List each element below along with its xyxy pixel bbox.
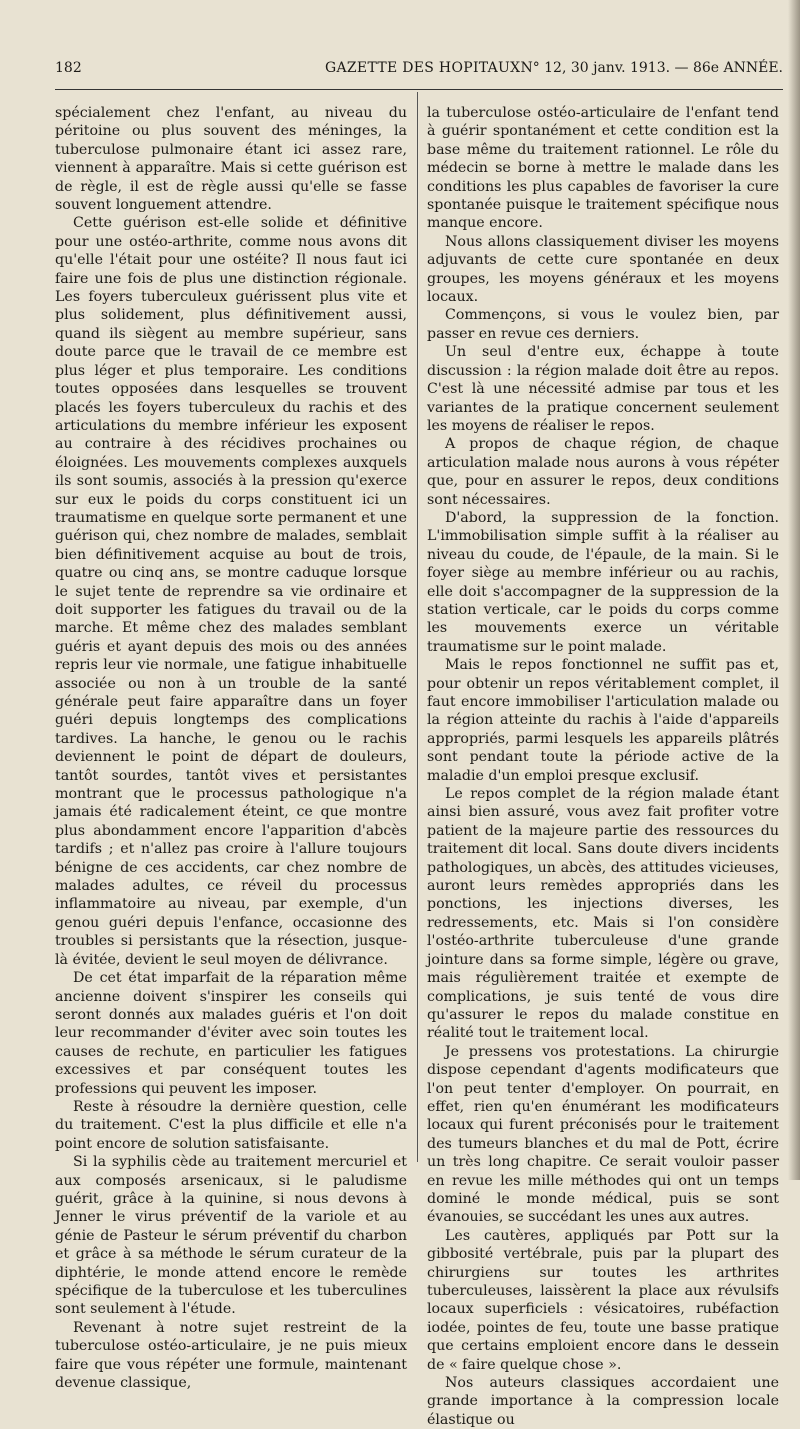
paragraph: Je pressens vos protestations. La chirurgie dispose cependant d'agents modificateurs que l'on peut tenter d'employer. On pourrait, en effet, rien qu'en énumérant les modificateurs locaux qui furent préconisés pour le traitement des tumeurs blanches et du mal de Pott, écrire un très long chapitre. Ce serait vouloir passer en revue les mille méthodes qui ont un temps dominé le monde médical, puis se sont évanouies, se succédant les unes aux autres. [427,1043,779,1226]
column-divider [417,92,418,1162]
journal-title: GAZETTE DES HOPITAUX [325,60,521,76]
paragraph: Un seul d'entre eux, échappe à toute discussion : la région malade doit être au repos. C'est là une nécessité admise par tous et les variantes de la pratique concernent seulement les moyens de réaliser le repos. [427,344,779,434]
page-edge-shadow [788,0,800,1180]
paragraph: Revenant à notre sujet restreint de la tuberculose ostéo-articulaire, je ne puis mieux faire que vous répéter une formule, maintenant devenue classique, [55,1319,407,1392]
paragraph: D'abord, la suppression de la fonction. L'immobilisation simple suffit à la réaliser au niveau du coude, de l'épaule, de la main. Si le foyer siège au membre inférieur ou au rachis, elle doit s'accompagner de la suppression de la station verticale, car le poids du corps comme les mouvements exerce un véritable traumatisme sur le point malade. [427,509,779,655]
paragraph: Nous allons classiquement diviser les moyens adjuvants de cette cure spontanée en deux groupes, les moyens généraux et les moyens locaux. [427,233,779,306]
paragraph: Les cautères, appliqués par Pott sur la gibbosité vertébrale, puis par la plupart des chirurgiens sur toutes les arthrites tuberculeuses, laissèrent la place aux révulsifs locaux superficiels : vésicatoires, rubéfaction iodée, pointes de feu, toute une basse pratique que certains emploient encore dans le dessein de « faire quelque chose ». [427,1227,779,1373]
page-number: 182 [55,60,82,76]
right-column [427,104,779,1429]
left-column [55,104,407,1392]
paragraph: spécialement chez l'enfant, au niveau du péritoine ou plus souvent des méninges, la tuberculose pulmonaire étant ici assez rare, viennent à apparaître. Mais si cette guérison est de règle, il est de règle aussi qu'elle se fasse souvent longuement attendre. [55,105,407,214]
paragraph: Le repos complet de la région malade étant ainsi bien assuré, vous avez fait profiter votre patient de la majeure partie des ressources du traitement dit local. Sans doute divers incidents pathologiques, un abcès, des attitudes vicieuses, auront leurs remèdes appropriés dans les ponctions, les injections diverses, les redressements, etc. Mais si l'on considère l'ostéo-arthrite tuberculeuse d'une grande jointure dans sa forme simple, légère ou grave, mais régulièrement traitée et exempte de complications, je suis tenté de vous dire qu'assurer le repos du malade constitue en réalité tout le traitement local. [427,786,779,1042]
paragraph: Commençons, si vous le voulez bien, par passer en revue ces derniers. [427,307,779,342]
paragraph: De cet état imparfait de la réparation même ancienne doivent s'inspirer les conseils qui seront donnés aux malades guéris et l'on doit leur recommander d'éviter avec soin toutes les causes de rechute, en particulier les fatigues excessives et par conséquent toutes les professions qui peuvent les imposer. [55,970,407,1097]
paragraph: Mais le repos fonctionnel ne suffit pas et, pour obtenir un repos véritablement complet, il faut encore immobiliser l'articulation malade ou la région atteinte du rachis à l'aide d'appareils appropriés, parmi lesquels les appareils plâtrés sont pendant toute la période active de la maladie d'un emploi presque exclusif. [427,657,779,784]
paragraph: Si la syphilis cède au traitement mercuriel et aux composés arsenicaux, si le paludisme guérit, grâce à la quinine, si nous devons à Jenner le virus préventif de la variole et au génie de Pasteur le sérum préventif du charbon et grâce à sa méthode le sérum curateur de la diphtérie, le monde attend encore le remède spécifique de la tuberculose et les tuberculines sont seulement à l'étude. [55,1154,407,1318]
issue-info: N° 12, 30 janv. 1913. — 86e ANNÉE. [520,60,783,76]
paragraph: A propos de chaque région, de chaque articulation malade nous aurons à vous répéter que, pour en assurer le repos, deux conditions sont nécessaires. [427,436,779,508]
paragraph: Nos auteurs classiques accordaient une grande importance à la compression locale élastique ou [427,1375,779,1428]
header-rule [55,89,783,90]
paragraph: Cette guérison est-elle solide et définitive pour une ostéo-arthrite, comme nous avons dit qu'elle l'était pour une ostéite? Il nous faut ici faire une fois de plus une distinction régionale. Les foyers tuberculeux guérissent plus vite et plus solidement, plus définitivement aussi, quand ils siègent au membre supérieur, sans doute parce que le travail de ce membre est plus léger et plus temporaire. Les conditions toutes opposées dans lesquelles se trouvent placés les foyers tuberculeux du rachis et des articulations du membre inférieur les exposent au contraire à des récidives prochaines ou éloignées. Les mouvements complexes auxquels ils sont soumis, associés à la pression qu'exerce sur eux le poids du corps constituent ici un traumatisme en quelque sorte permanent et une guérison qui, chez nombre de malades, semblait bien définitivement acquise au bout de trois, quatre ou cinq ans, se montre caduque lorsque le sujet tente de reprendre sa vie ordinaire et doit supporter les fatigues du travail ou de la marche. Et même chez des malades semblant guéris et ayant depuis des mois ou des années repris leur vie normale, une fatigue inhabituelle associée ou non à un trouble de la santé générale peut faire apparaître dans un foyer guéri depuis longtemps des complications tardives. La hanche, le genou ou le rachis deviennent le point de départ de douleurs, tantôt sourdes, tantôt vives et persistantes montrant que le processus pathologique n'a jamais été radicalement éteint, ce que montre plus abondamment encore l'apparition d'abcès tardifs ; et n'allez pas croire à l'allure toujours bénigne de ces accidents, car chez nombre de malades adultes, ce réveil du processus inflammatoire au niveau, par exemple, d'un genou guéri depuis l'enfance, occasionne des troubles si persistants que la résection, jusque-là évitée, devient le seul moyen de délivrance. [55,215,407,968]
page-header [55,58,783,80]
paragraph: la tuberculose ostéo-articulaire de l'enfant tend à guérir spontanément et cette condition est la base même du traitement rationnel. Le rôle du médecin se borne à mettre le malade dans les conditions les plus capables de favoriser la cure spontanée puisque le traitement spécifique nous manque encore. [427,105,779,232]
paragraph: Reste à résoudre la dernière question, celle du traitement. C'est la plus difficile et elle n'a point encore de solution satisfaisante. [55,1098,407,1152]
